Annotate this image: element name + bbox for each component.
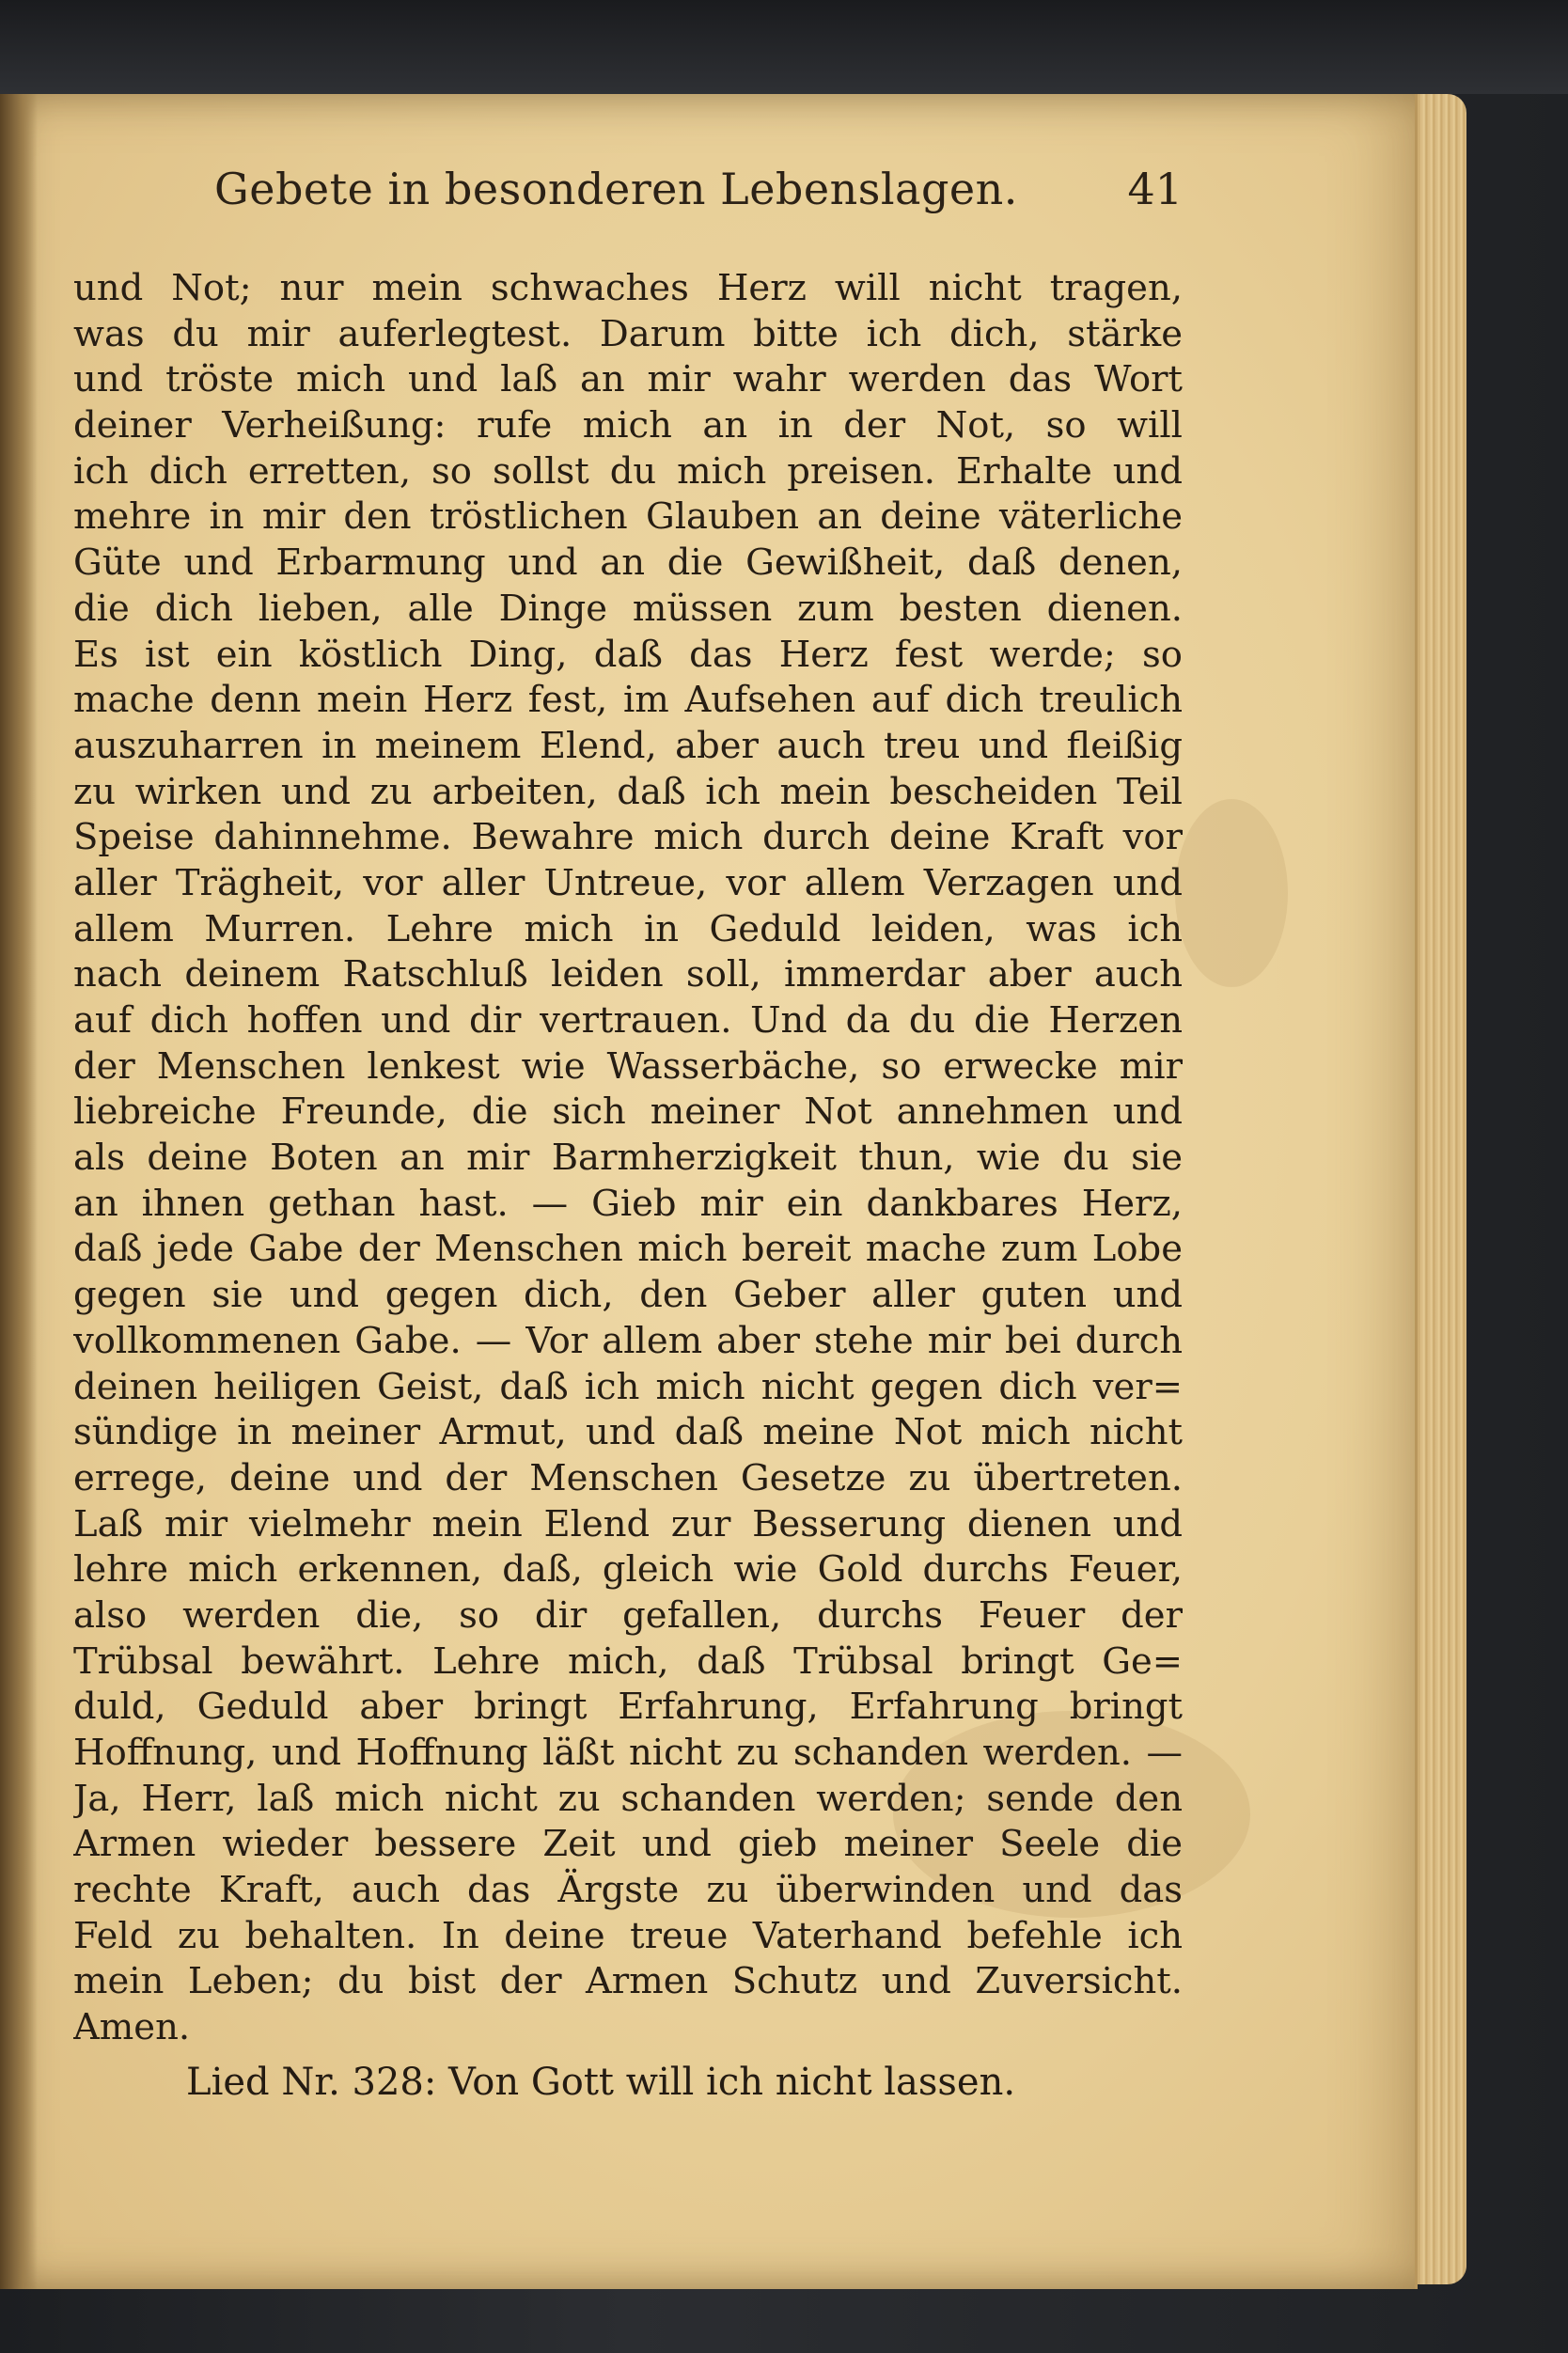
text-line: duld, Geduld aber bringt Erfahrung, Erfahrung bringt xyxy=(73,1686,1183,1729)
text-line: Speise dahinnehme. Bewahre mich durch deine Kraft vor xyxy=(73,816,1183,859)
text-line: Es ist ein köstlich Ding, daß das Herz fest werde; so xyxy=(73,633,1183,676)
body-text xyxy=(73,266,1183,2051)
text-line: Armen wieder bessere Zeit und gieb meiner Seele die xyxy=(73,1823,1183,1866)
hymn-reference: Lied Nr. 328: Von Gott will ich nicht lassen. xyxy=(186,2061,1016,2104)
text-line: mache denn mein Herz fest, im Aufsehen auf dich treulich xyxy=(73,679,1183,722)
page-header xyxy=(214,158,1183,224)
text-line: Amen. xyxy=(73,2006,191,2049)
text-line: und tröste mich und laß an mir wahr werden das Wort xyxy=(73,358,1183,401)
page-stain xyxy=(1175,799,1288,987)
text-line: allem Murren. Lehre mich in Geduld leiden, was ich xyxy=(73,907,1183,950)
text-line: Ja, Herr, laß mich nicht zu schanden werden; sende den xyxy=(73,1777,1183,1820)
text-line: ich dich erretten, so sollst du mich preisen. Erhalte und xyxy=(73,449,1183,493)
text-line: Trübsal bewährt. Lehre mich, daß Trübsal bringt Ge= xyxy=(73,1639,1183,1683)
page-gutter xyxy=(0,94,38,2289)
text-line: Güte und Erbarmung und an die Gewißheit, daß denen, xyxy=(73,541,1183,585)
text-line: deinen heiligen Geist, daß ich mich nicht gegen dich ver= xyxy=(73,1365,1183,1408)
text-line: der Menschen lenkest wie Wasserbäche, so erwecke mir xyxy=(73,1044,1183,1088)
text-line: aller Trägheit, vor aller Untreue, vor allem Verzagen und xyxy=(73,861,1183,904)
text-line: sündige in meiner Armut, und daß meine Not mich nicht xyxy=(73,1411,1183,1454)
page-number: 41 xyxy=(1127,164,1183,214)
text-line: errege, deine und der Menschen Gesetze zu übertreten. xyxy=(73,1456,1183,1499)
text-line: Laß mir vielmehr mein Elend zur Besserung dienen und xyxy=(73,1502,1183,1545)
text-line: mein Leben; du bist der Armen Schutz und Zuversicht. xyxy=(73,1960,1183,2003)
text-line: die dich lieben, alle Dinge müssen zum besten dienen. xyxy=(73,587,1183,630)
text-line: also werden die, so dir gefallen, durchs Feuer der xyxy=(73,1593,1183,1637)
text-line: daß jede Gabe der Menschen mich bereit mache zum Lobe xyxy=(73,1228,1183,1271)
text-line: auszuharren in meinem Elend, aber auch treu und fleißig xyxy=(73,724,1183,767)
text-line: an ihnen gethan hast. — Gieb mir ein dankbares Herz, xyxy=(73,1182,1183,1225)
text-line: nach deinem Ratschluß leiden soll, immerdar aber auch xyxy=(73,953,1183,996)
text-line: als deine Boten an mir Barmherzigkeit thun, wie du sie xyxy=(73,1137,1183,1180)
text-line: Hoffnung, und Hoffnung läßt nicht zu schanden werden. — xyxy=(73,1732,1183,1774)
text-line: deiner Verheißung: rufe mich an in der Not, so will xyxy=(73,404,1183,447)
text-line: was du mir auferlegtest. Darum bitte ich dich, stärke xyxy=(73,312,1183,355)
text-line: liebreiche Freunde, die sich meiner Not annehmen und xyxy=(73,1090,1183,1134)
text-line: lehre mich erkennen, daß, gleich wie Gold durchs Feuer, xyxy=(73,1548,1183,1592)
text-line: vollkommenen Gabe. — Vor allem aber stehe mir bei durch xyxy=(73,1319,1183,1362)
running-title: Gebete in besonderen Lebenslagen. xyxy=(214,164,1018,214)
text-line: gegen sie und gegen dich, den Geber aller guten und xyxy=(73,1274,1183,1317)
text-line: mehre in mir den tröstlichen Glauben an deine väterliche xyxy=(73,495,1183,539)
text-line: rechte Kraft, auch das Ärgste zu überwinden und das xyxy=(73,1869,1183,1912)
text-line: zu wirken und zu arbeiten, daß ich mein bescheiden Teil xyxy=(73,770,1183,813)
text-line: Feld zu behalten. In deine treue Vaterhand befehle ich xyxy=(73,1914,1183,1957)
text-line: und Not; nur mein schwaches Herz will nicht tragen, xyxy=(73,267,1183,309)
book-cover-top xyxy=(0,0,1568,94)
text-line: auf dich hoffen und dir vertrauen. Und da du die Herzen xyxy=(73,999,1183,1042)
